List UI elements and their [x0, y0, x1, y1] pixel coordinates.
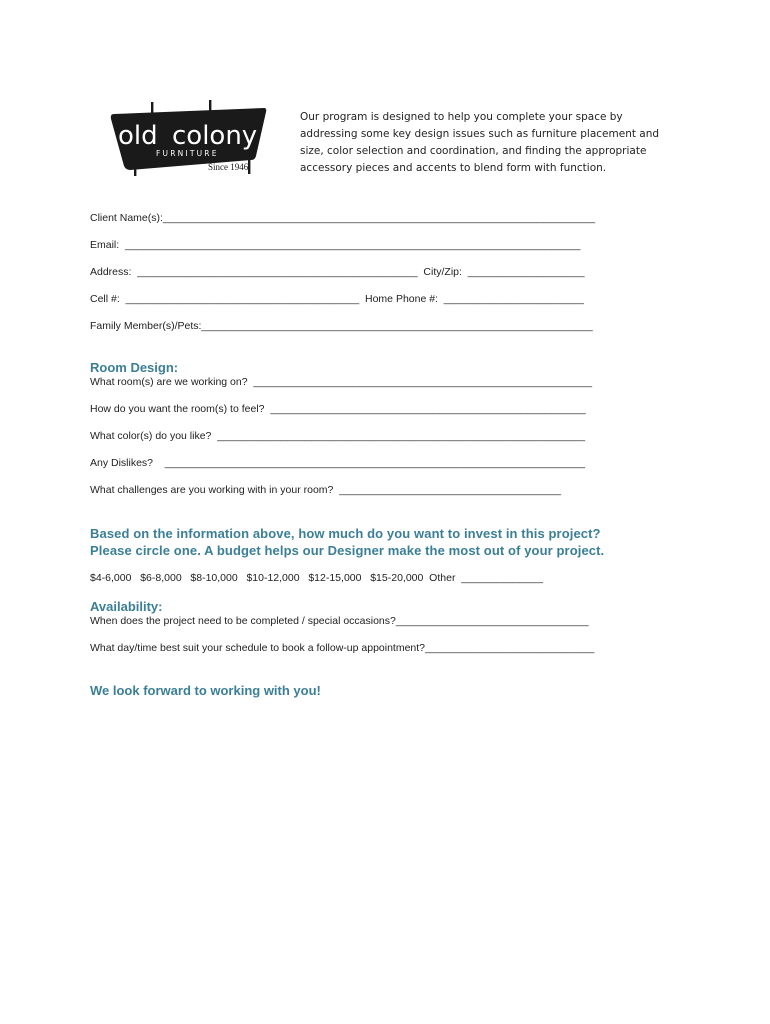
- challenges-question-field[interactable]: What challenges are you working with in your room? ______________________________________: [90, 484, 562, 496]
- intro-line: accessory pieces and accents to blend form with function.: [300, 162, 607, 174]
- intro-line: Our program is designed to help you complete your space by: [300, 111, 623, 123]
- phone-field[interactable]: Cell #: ________________________________________ Home Phone #: ________________________: [90, 293, 584, 305]
- family-pets-field[interactable]: Family Member(s)/Pets:___________________________________________________________________: [90, 320, 593, 332]
- appointment-question-field[interactable]: What day/time best suit your schedule to book a follow-up appointment?_____________________________: [90, 642, 595, 654]
- feel-question-field[interactable]: How do you want the room(s) to feel? ______________________________________________________: [90, 403, 586, 415]
- budget-options[interactable]: $4-6,000 $6-8,000 $8-10,000 $10-12,000 $12-15,000 $15-20,000 Other ______________: [90, 572, 544, 584]
- old-colony-logo-graphic: [108, 100, 270, 176]
- intro-line: size, color selection and coordination, and finding the appropriate: [300, 145, 647, 157]
- room-design-heading: Room Design:: [90, 360, 179, 375]
- client-name-field[interactable]: Client Name(s):__________________________________________________________________________: [90, 212, 596, 224]
- intro-paragraph: [300, 109, 660, 177]
- company-logo: [108, 100, 270, 176]
- availability-heading: Availability:: [90, 599, 163, 614]
- intro-line: addressing some key design issues such as furniture placement and: [300, 128, 660, 140]
- colors-question-field[interactable]: What color(s) do you like? _______________________________________________________________: [90, 430, 586, 442]
- budget-heading-line1: Based on the information above, how much do you want to invest in this project?: [90, 526, 601, 541]
- dislikes-question-field[interactable]: Any Dislikes? ________________________________________________________________________: [90, 457, 586, 469]
- closing-text: We look forward to working with you!: [90, 683, 321, 698]
- rooms-question-field[interactable]: What room(s) are we working on? __________________________________________________________: [90, 376, 593, 388]
- address-field[interactable]: Address: ________________________________________________ City/Zip: ____________________: [90, 266, 585, 278]
- budget-heading-line2: Please circle one. A budget helps our Designer make the most out of your project.: [90, 543, 605, 558]
- logo-word-colony: colony: [172, 121, 258, 151]
- logo-subtitle: FURNITURE: [156, 149, 219, 158]
- completion-question-field[interactable]: When does the project need to be completed / special occasions?_________________________________: [90, 615, 589, 627]
- email-field[interactable]: Email: ______________________________________________________________________________: [90, 239, 581, 251]
- logo-since: Since 1946: [208, 162, 249, 172]
- logo-word-old: old: [118, 121, 158, 151]
